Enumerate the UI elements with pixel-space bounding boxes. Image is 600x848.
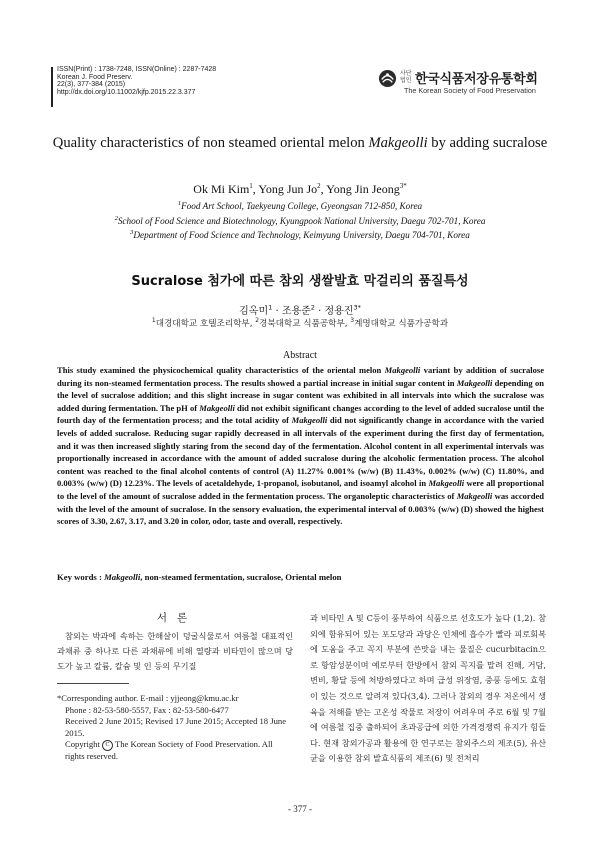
affiliation-1-sup: 1: [177, 200, 182, 207]
author-3: Yong Jin Jeong: [326, 182, 400, 196]
copyright-line: [57, 739, 293, 762]
phone-fax: Phone : 82-53-580-5557, Fax : 82-53-580-6477: [65, 704, 229, 715]
author-ko-sep-2: ·: [314, 306, 325, 317]
corresponding-email[interactable]: yjjeong@kmu.ac.kr: [170, 693, 239, 703]
keyword-italic: Makgeolli: [104, 572, 141, 582]
section-heading-intro: 서론: [156, 612, 198, 624]
journal-meta: [57, 66, 216, 96]
affiliations-ko: [40, 317, 560, 329]
aff-ko-2: 경북대학교 식품공학부,: [259, 319, 351, 329]
abstract-text-2: variant by addition of sucralose during its non-steamed fermentation process. The results showed a partial increase in initial sugar content in: [57, 365, 545, 388]
affiliations-en: [40, 198, 560, 242]
author-ko-1: 김옥미: [239, 306, 269, 317]
society-name-en: The Korean Society of Food Preservation: [404, 86, 536, 95]
corresponding-author: [57, 693, 293, 705]
aff-ko-1-sup: 1: [151, 317, 156, 325]
affiliation-1: [40, 198, 560, 213]
paper-title-en: [40, 134, 560, 153]
doi-link[interactable]: http://dx.doi.org/10.11002/kjfp.2015.22.3.377: [57, 88, 196, 96]
affiliation-2: [40, 213, 560, 228]
abstract-italic-4: Makgeolli: [291, 415, 328, 426]
title-en-main: Quality characteristics of non steamed oriental melon: [52, 135, 369, 151]
abstract-text-5: did not significantly change in accordance with the varied levels of added sucralose. Reducing sugar rapidly decreased in all intervals of the experiment during the first day of fermentation, and it was then increased slightly staring from the second day of the fermentation. Alcohol content in all experimental intervals was proportionally increased in accordance with the amount of added sucralose during the alcoholic fermentation process. The alcohol content was reached to the final alcohol contents of control (A) 11.27% 0.001% (w/w) (B) 11.43%, 0.002% (w/w) (C) 11.80%, and 0.003% (w/w) (D) 12.23%. The levels of acetaldehyde, 1-propanol, isobutanol, and isoamyl alcohol in: [57, 415, 544, 489]
abstract-italic-1: Makgeolli: [384, 365, 421, 375]
paper-title-ko: Sucralose 첨가에 따른 참외 생쌀발효 막걸리의 품질특성: [131, 274, 469, 289]
abstract-paragraph: [57, 364, 544, 528]
abstract-text-7: was accorded with the level of the amount of sucralose. In the sensory evaluation, the experimental interval of 0.003% (w/w) (D) showed the highest scores of 3.30, 2.67, 3.17, and 3.20 in color, odor, taste and overall, respectively.: [57, 490, 545, 527]
keywords-label: Key words :: [57, 572, 105, 582]
aff-ko-1: 대경대학교 호텔조리학부,: [155, 319, 256, 329]
affiliation-3-sup: 3: [130, 229, 134, 237]
volume-pages: 22(3), 377-384 (2015): [57, 81, 126, 89]
keywords-rest: , non-steamed fermentation, sucralose, Oriental melon: [140, 572, 342, 582]
abstract-text-3: depending on the level of sucralose addition; and this slight increase in sugar content was exhibited in all intervals into which the sucralose was added during fermentation. The pH of: [57, 377, 544, 413]
society-sadan: 사단 법인: [400, 70, 412, 84]
affiliation-3-text: Department of Food Science and Technology, Keimyung University, Daegu 704-701, Korea: [133, 230, 470, 241]
author-1-sup: 1: [249, 182, 253, 190]
abstract-heading: Abstract: [283, 350, 317, 361]
abstract-text-6: were all proportional to the level of the amount of sucralose added in the fermentation process. The organoleptic characteristics of: [57, 478, 544, 501]
abstract-body: [57, 364, 544, 528]
affiliation-2-text: School of Food Science and Biotechnology, Kyungpook National University, Daegu 702-701, Korea: [117, 215, 486, 226]
author-ko-1-sup: 1: [268, 303, 273, 312]
aff-ko-3: 계명대학교 식품가공학과: [354, 319, 449, 329]
author-ko-2: 조용준: [281, 306, 311, 317]
received-dates: Received 2 June 2015; Revised 17 June 2015; Accepted 18 June 2015.: [65, 716, 287, 738]
author-ko-2-sup: 2: [310, 303, 315, 312]
aff-ko-2-sup: 2: [255, 317, 260, 325]
footnote: [57, 693, 293, 763]
affiliation-3: [40, 227, 560, 242]
author-2-sup: 2: [317, 182, 321, 190]
aff-ko-3-sup: 3: [350, 317, 355, 325]
title-en-italic: Makgeolli: [368, 135, 428, 151]
meta-bar: [51, 67, 53, 107]
society-name-ko: 한국식품저장유통학회: [415, 72, 538, 87]
corresponding-label: *Corresponding author. E-mail :: [57, 693, 171, 703]
issn-line: ISSN(Print) : 1738-7248, ISSN(Online) : 2287-7428: [57, 66, 217, 73]
keywords: [57, 572, 544, 582]
authors-en: Ok Mi Kim$^1$, Yong Jun Jo$^2$, Yong Jin Jeong$^{3*}$: [193, 182, 407, 196]
title-en-tail: by adding sucralose: [427, 135, 548, 151]
intro-right-text: 과 비타민 A 및 C등이 풍부하여 식품으로 선호도가 높다 (1,2). 참외에 함유되어 있는 포도당과 과당은 인체에 흡수가 빨라 피로회복에 도움을 주고 꼭지 부분에 쓴맛을 내는 물질은 cucurbitacin으로 항암성분이며 예로부터 한방에서 참외 꼭지를 말려 진해, 거담, 변비, 황달 등에 처방하였다고 하며 급성 위장염, 중풍 등에도 효험이 있는 것으로 알려져 있다(3,4). 그러나 참외의 경우 저온에서 생육을 저해를 받는 고온성 작물로 저장이 어려우며 주로 6월 및 7월에 여름철 집중 출하되어 초과공급에 의한 가격경쟁력 유지가 힘들다. 현재 참외가공과 활용에 한 연구로는 참외주스의 제조(5), 유산균을 이용한 참외 발효식품의 제조(6) 및 전처리: [310, 613, 546, 764]
author-ko-3: 정용진: [324, 306, 354, 317]
abstract-italic-3: Makgeolli: [199, 402, 235, 413]
affiliation-2-sup: 2: [114, 214, 118, 222]
society-logo-icon: [378, 69, 397, 88]
author-ko-3-sup: 3*: [353, 303, 361, 312]
abstract-text-1: This study examined the physicochemical quality characteristics of the oriental melon: [57, 365, 385, 375]
journal-name: Korean J. Food Preserv.: [57, 73, 133, 81]
abstract-italic-6: Makgeolli: [456, 490, 493, 501]
intro-right-column: [310, 611, 546, 767]
copyright-icon: C: [102, 740, 113, 751]
abstract-italic-2: Makgeolli: [456, 377, 493, 388]
intro-left-column: [57, 629, 293, 675]
author-ko-sep-1: ·: [272, 306, 282, 317]
author-2: Yong Jun Jo: [258, 182, 318, 196]
abstract-text-4: did not exhibit significant changes according to the level of added sucralose until the fourth day of the fermentation process; and the total acidity of: [57, 402, 544, 426]
author-3-sup: 3*: [399, 182, 407, 190]
copyright-text: The Korean Society of Food Preservation. All rights reserved.: [65, 739, 273, 761]
intro-left-text: 참외는 박과에 속하는 한해살이 덩굴식물로서 여름철 대표적인 과채류 중 하나로 다른 과채류에 비해 열량과 비타민이 많으며 당도가 높고 칼륨, 칼슘 및 인 등의 무기질: [57, 631, 293, 672]
footnote-rule: [57, 683, 129, 684]
authors-ko: [40, 302, 560, 317]
affiliation-1-text: Food Art School, Taekyeung College, Gyeongsan 712-850, Korea: [181, 201, 423, 212]
society-header: [378, 67, 558, 97]
abstract-italic-5: Makgeolli: [428, 478, 465, 489]
author-1: Ok Mi Kim: [193, 182, 250, 196]
page-number: - 377 -: [288, 804, 312, 814]
copyright-pre: Copyright: [65, 739, 103, 750]
